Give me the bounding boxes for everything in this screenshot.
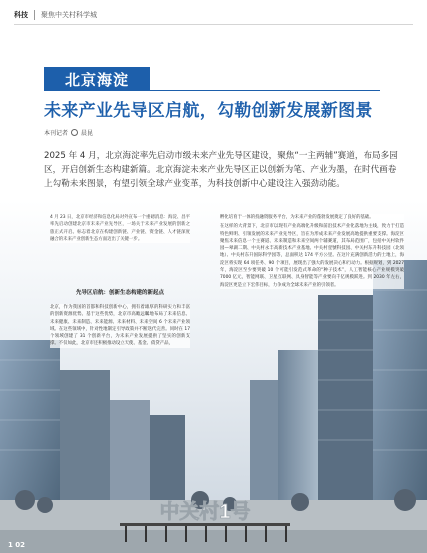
body-paragraph: 孵化培育于一体的投融资服务平台，为未来产业的蓬勃发展奠定了良好的基础。	[220, 215, 374, 220]
intro-paragraph: 4 月 23 日，北京市经济和信息化局对外宣布一个重磅消息：海淀、昌平率先启动创建北京市未来产业先导区，一场关于未来产业发展的创新之旅正式开启。标志着北京在构建创新链、产业链、资金链、人才链深度融合的未来产业创新生态方面迈出了关键一步。	[50, 215, 190, 242]
section-subheading: 先导区启航：创新生态构建的新起点	[75, 290, 164, 296]
byline-label: 本刊记者	[44, 130, 69, 137]
header-divider	[14, 24, 413, 25]
article-column-right	[220, 214, 404, 289]
article-lead	[44, 150, 402, 191]
body-paragraph: 在这样的大背景下，北京市以现有产业高端化升级和前沿技术产业化落地为主线，致力于打造特色鲜明、引领发展的未来产业先导区，旨在为形成未来产业发展高地提供重要支撑。海淀区聚焦未来信息一个主赛道、未来制造和未来空间两个辅赛道，其布局范围广，包括中关村软件园—翠湖二期、中关村永丰高新技术产业基地、中关村壹號科技园、中关村东升科技园（北领地）、中关村东升国际科学园等，总面积达 174 平方公里。在这片充满创新活力的土地上，海淀区将实现 64 项任务、90 个项目，展现出了强大的发展决心和行动力。根据规划，到 2027 年，海淀区至少要突破 10 个可能引发范式革命的“种子技术”，人工智能核心产业规模突破 7000 亿元，智能网联、卫星互联网、具身智能等产业要向千亿规模跃进。到 2030 年左右，海淀区更是立下宏伟目标，力争成为全球未来产业的引领者。	[220, 224, 404, 288]
byline	[44, 128, 93, 137]
article-column-left-intro	[50, 214, 190, 243]
section-label: 科技	[14, 10, 35, 20]
article-column-left-body	[50, 304, 190, 348]
photo-sign-text: 中关村1号	[159, 501, 251, 523]
lead-paragraph: 2025 年 4 月，北京海淀率先启动市级未来产业先导区建设，聚焦“一主两辅”赛道，布局多园区，开启创新生态构建新篇。北京海淀未来产业先导区正以创新为笔、产业为墨，在时代画卷上勾勒未来图景，有望引领全球产业变革，为科技创新中心建设注入强劲动能。	[44, 151, 398, 189]
byline-author: 晨昆	[81, 130, 94, 137]
article-headline: 未来产业先导区启航，勾勒创新发展新图景	[44, 101, 373, 121]
body-paragraph: 北京，作为我国的首都和科技创新中心，拥有着雄厚的科研实力和丰富的创新资源优势。基于这些优势，北京市高瞻远瞩地布局了未来信息、未来健康、未来制造、未来能源、未来材料、未来空间 6 个未来产业领域。在这些领域中，针对性地制定引导政策并不断迭代完善。同时在 17 个领域创建了 31 个创新平台，为未来产业发展提供了坚实的创新支撑。不仅如此，北京市还积极推动设立天使、基金、债贷产品，	[50, 305, 190, 347]
banner-rule	[150, 90, 380, 91]
region-banner: 北京海淀	[44, 67, 150, 91]
page-number: 1 02	[8, 541, 26, 549]
circle-icon	[71, 129, 78, 136]
page-header	[14, 8, 97, 22]
column-label: 聚焦中关村科学城	[41, 11, 97, 19]
